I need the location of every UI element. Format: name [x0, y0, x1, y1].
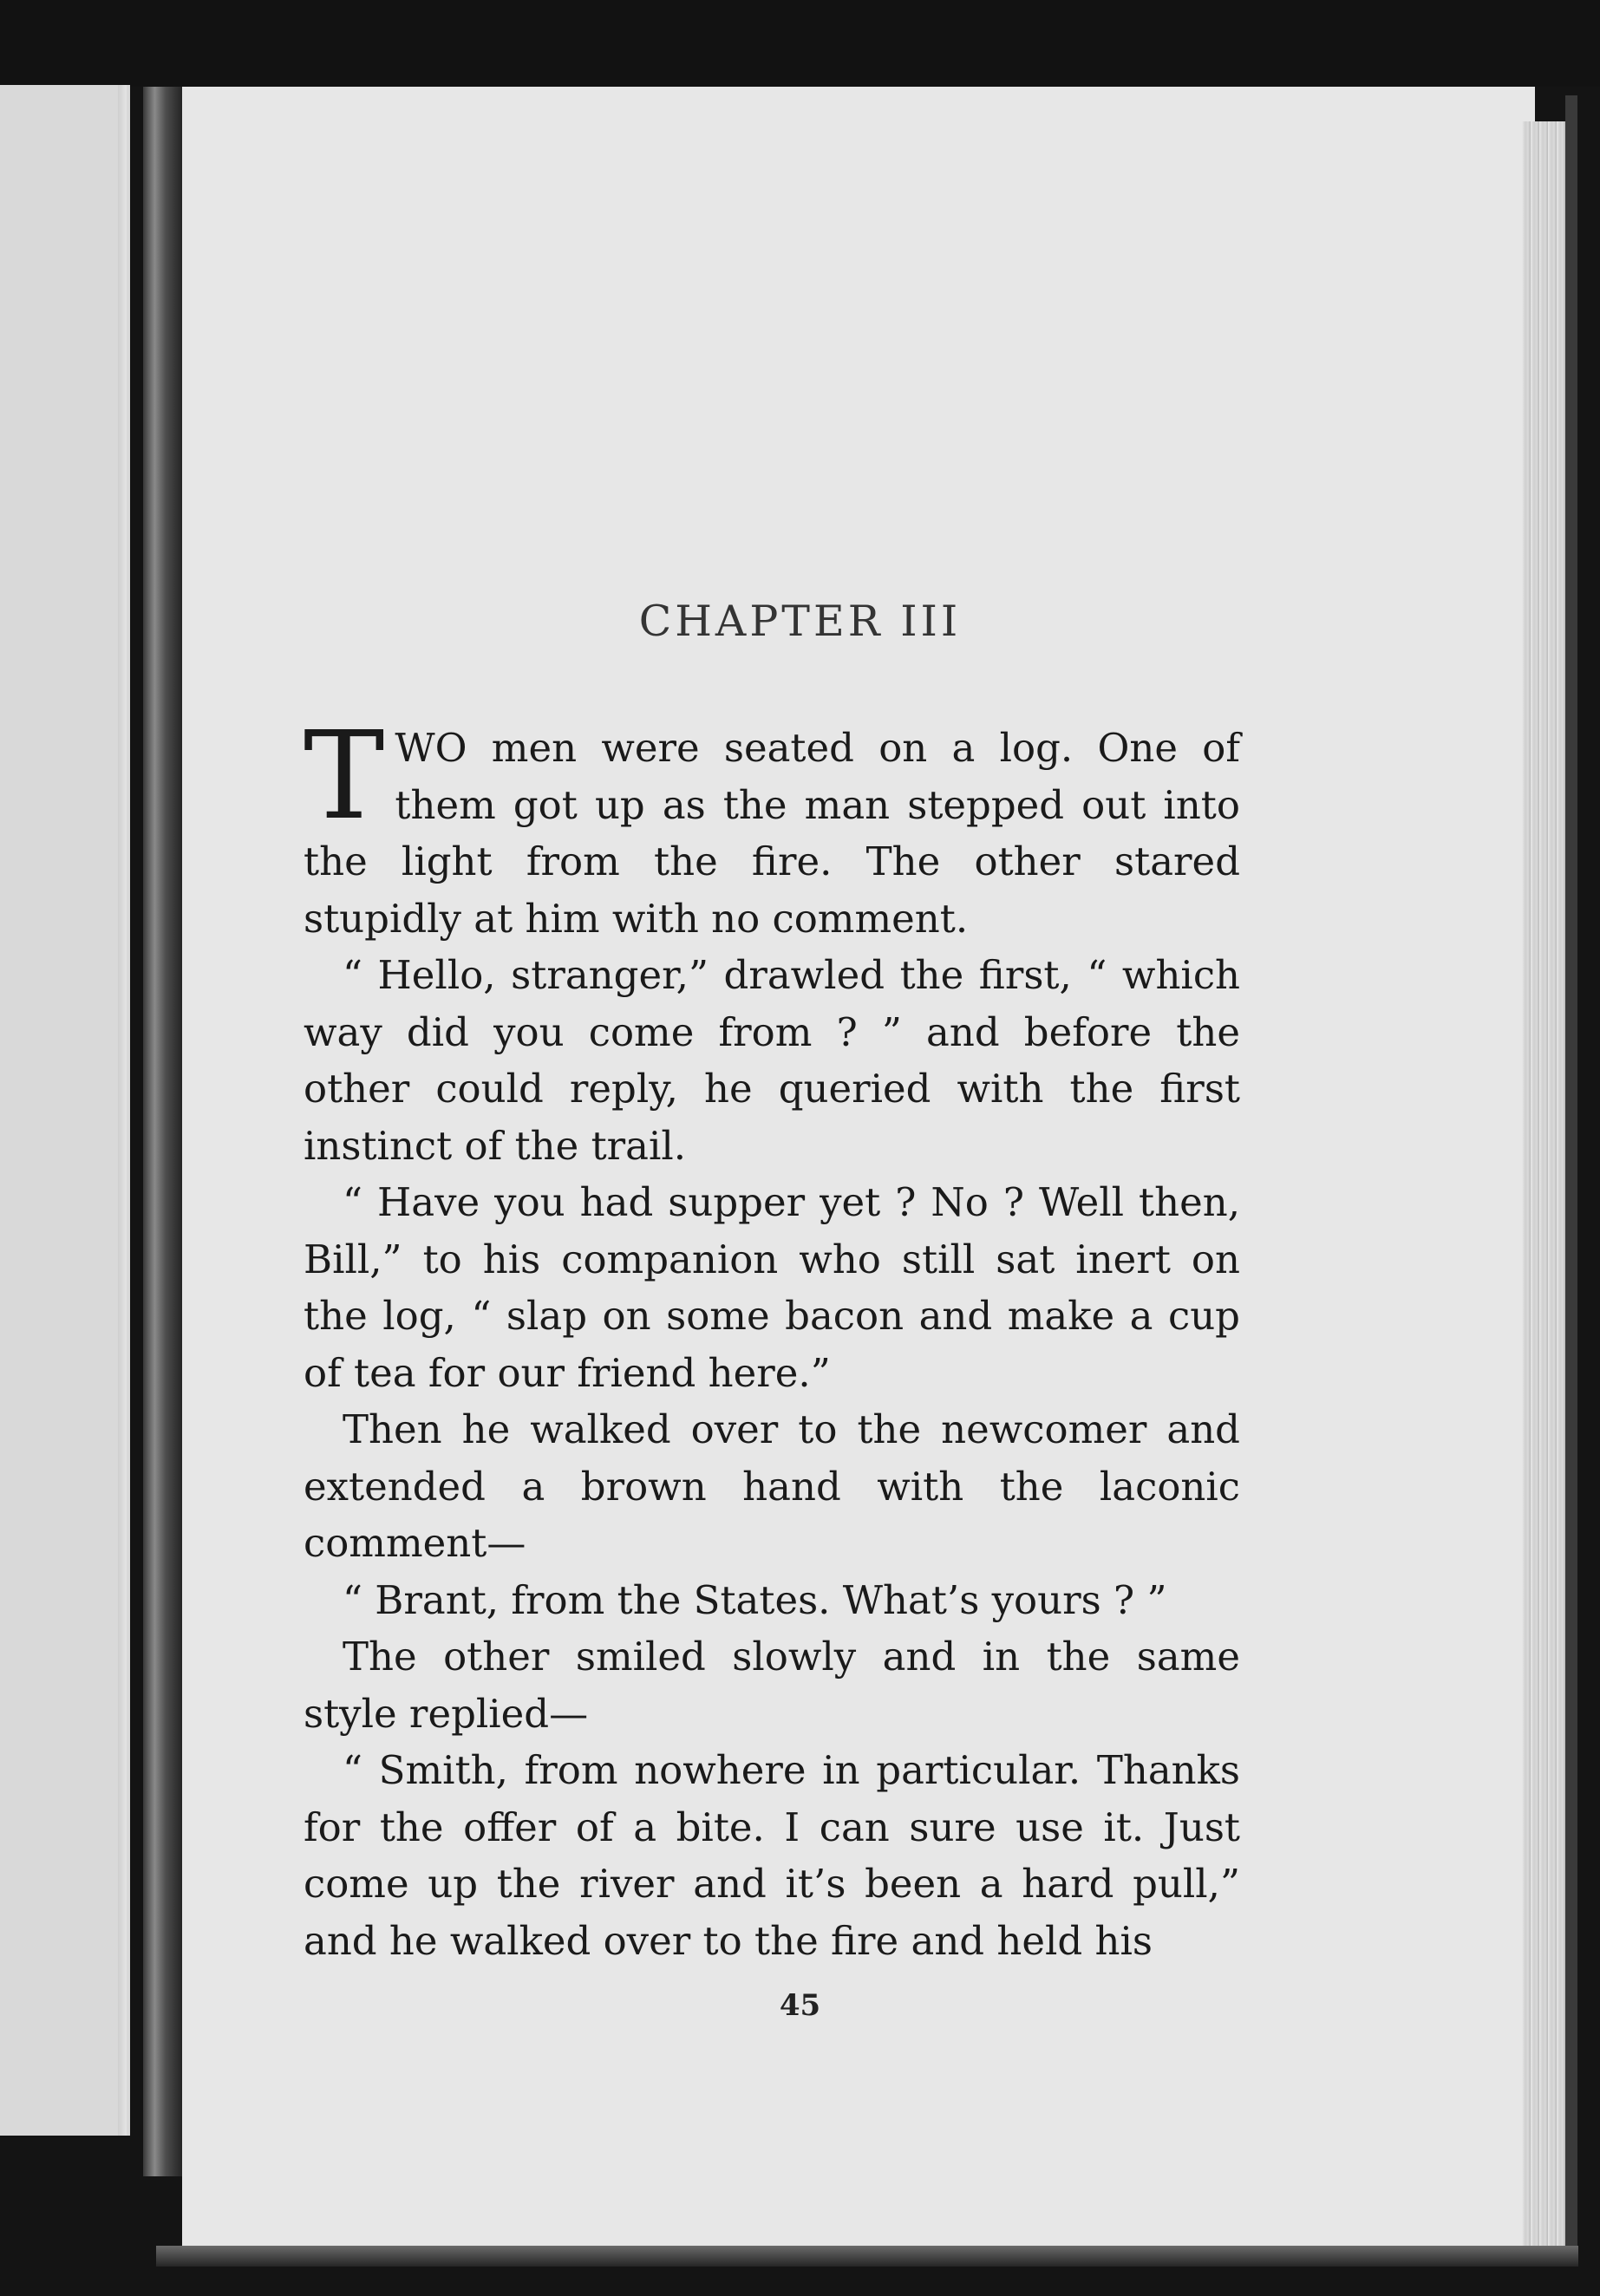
- facing-page-edge: [118, 85, 127, 2136]
- page-number: 45: [779, 1988, 821, 2023]
- book-gutter: [143, 87, 185, 2176]
- paragraph-7: “ Smith, from nowhere in particular. Thanks for the offer of a bite. I can sure use it. Just come up the river and it’s been a hard pull,” and he walked over to the fire and held his: [304, 1747, 1240, 1964]
- paragraph-text: WO men were seated on a log. One of them got up as the man stepped out into the light from the fire. The other stared stupidly at him with no comment.: [304, 725, 1240, 942]
- book-cover-edge: [1565, 95, 1577, 2254]
- paragraph-4: Then he walked over to the newcomer and extended a brown hand with the laconic comment—: [304, 1406, 1240, 1566]
- facing-page-left: [0, 85, 130, 2136]
- chapter-title: CHAPTER III: [638, 597, 962, 646]
- page-stack-edge: [1522, 121, 1565, 2246]
- drop-cap: T: [304, 706, 385, 847]
- paragraph-1: [304, 706, 1240, 947]
- scan-background-top: [0, 0, 1600, 87]
- body-text: [304, 706, 1240, 1969]
- paragraph-3: “ Have you had supper yet ? No ? Well then, Bill,” to his companion who still sat inert on the log, “ slap on some bacon and make a cup of tea for our friend here.”: [304, 1179, 1240, 1396]
- page-bottom-shadow: [156, 2246, 1578, 2267]
- paragraph-2: “ Hello, stranger,” drawled the first, “ which way did you come from ? ” and before the other could reply, he queried with the first instinct of the trail.: [304, 952, 1240, 1169]
- paragraph-5: “ Brant, from the States. What’s yours ? ”: [343, 1576, 1167, 1623]
- paragraph-6: The other smiled slowly and in the same style replied—: [304, 1634, 1240, 1737]
